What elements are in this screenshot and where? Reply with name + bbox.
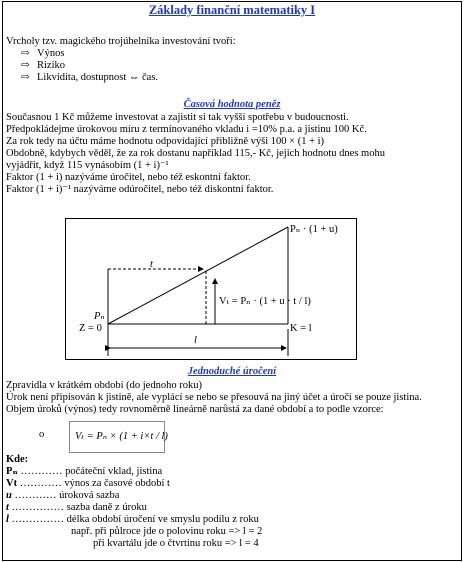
document-title: Základy finanční matematiky I	[148, 3, 316, 17]
definition-row: u ………… úroková sazba	[6, 490, 120, 501]
paragraph-line: Obdobně, kdybych věděl, že za rok dostanu například 115,- Kč, jejich hodnotu dnes mohu	[6, 148, 385, 159]
paragraph-line: Faktor (1 + i) nazýváme úročitel, nebo též eskontní faktor.	[6, 172, 251, 183]
document-page	[2, 1, 462, 561]
label-pn: Pₙ	[94, 311, 105, 322]
paragraph-line: vyjádřit, když 115 vynásobím (1 + i)⁻¹	[6, 160, 169, 171]
paragraph-line: Za rok tedy na účtu máme hodnotu odpovídající přibližně výši 100 × (1 + i)	[6, 136, 325, 147]
bullet-item: ⇨ Likvidita, dostupnost ⇔ čas.	[21, 72, 159, 83]
example-line: při kvartálu jde o čtvrtinu roku => l = 4	[93, 538, 259, 549]
paragraph-line: Faktor (1 + i)⁻¹ nazýváme odúročitel, nebo též diskontní faktor.	[6, 184, 274, 195]
formula: Vₜ = Pₙ × (1 + i×t / l)	[75, 431, 168, 442]
example-line: např. při půlroce jde o polovinu roku => l = 2	[71, 526, 263, 537]
label-pn-end: Pₙ · (1 + u)	[290, 224, 338, 235]
bullet-item: ⇨ Výnos	[21, 48, 65, 59]
label-t: t	[150, 259, 153, 270]
section-title-time-value: Časová hodnota peněz	[183, 99, 281, 110]
formula-box	[69, 421, 168, 453]
label-kl: K = l	[290, 323, 312, 334]
paragraph-line: Úrok není připisován k jistině, ale vyplácí se nebo se přesouvá na jiný účet a úročí se pouze jistina.	[6, 392, 422, 403]
label-z0: Z = 0	[79, 323, 102, 334]
paragraph-line: Předpokládejme úrokovou míru z termínovaného vkladu i =10% p.a. a jistinu 100 Kč.	[6, 124, 367, 135]
label-l: l	[194, 335, 197, 346]
interest-diagram	[65, 218, 357, 360]
paragraph-line: Zpravidla v krátkém období (do jednoho roku)	[6, 380, 202, 391]
formula-bullet: o	[39, 429, 45, 440]
definition-row: Vt ………… výnos za časové období t	[6, 478, 170, 489]
section-title-simple-interest: Jednoduché úročení	[187, 366, 277, 377]
intro-text: Vrcholy tzv. magického trojúhelníka investování tvoří:	[6, 36, 236, 47]
arrow-icon: ⇨	[21, 72, 30, 83]
definition-row: t …………… sazba daně z úroku	[6, 502, 147, 513]
growth-line	[108, 227, 288, 324]
bullet-item: ⇨ Riziko	[21, 60, 65, 71]
paragraph-line: Současnou 1 Kč můžeme investovat a zajistit si tak vyšší spotřebu v budoucnosti.	[6, 112, 349, 123]
paragraph-line: Objem úroků (výnos) tedy rovnoměrně lineárně narůstá za dané období a to podle vzorce:	[6, 404, 384, 415]
definition-row: Pₙ ………… počáteční vklad, jistina	[6, 466, 163, 477]
diagram-drawing	[66, 219, 356, 359]
arrow-icon: ⇨	[21, 60, 30, 71]
arrow-icon: ⇨	[21, 48, 30, 59]
definition-row: l …………… délka období úročení ve smyslu podílu z roku	[6, 514, 259, 525]
label-vt: Vₜ = Pₙ · (1 + u · t / l)	[219, 296, 311, 307]
kde-heading: Kde:	[6, 454, 29, 465]
